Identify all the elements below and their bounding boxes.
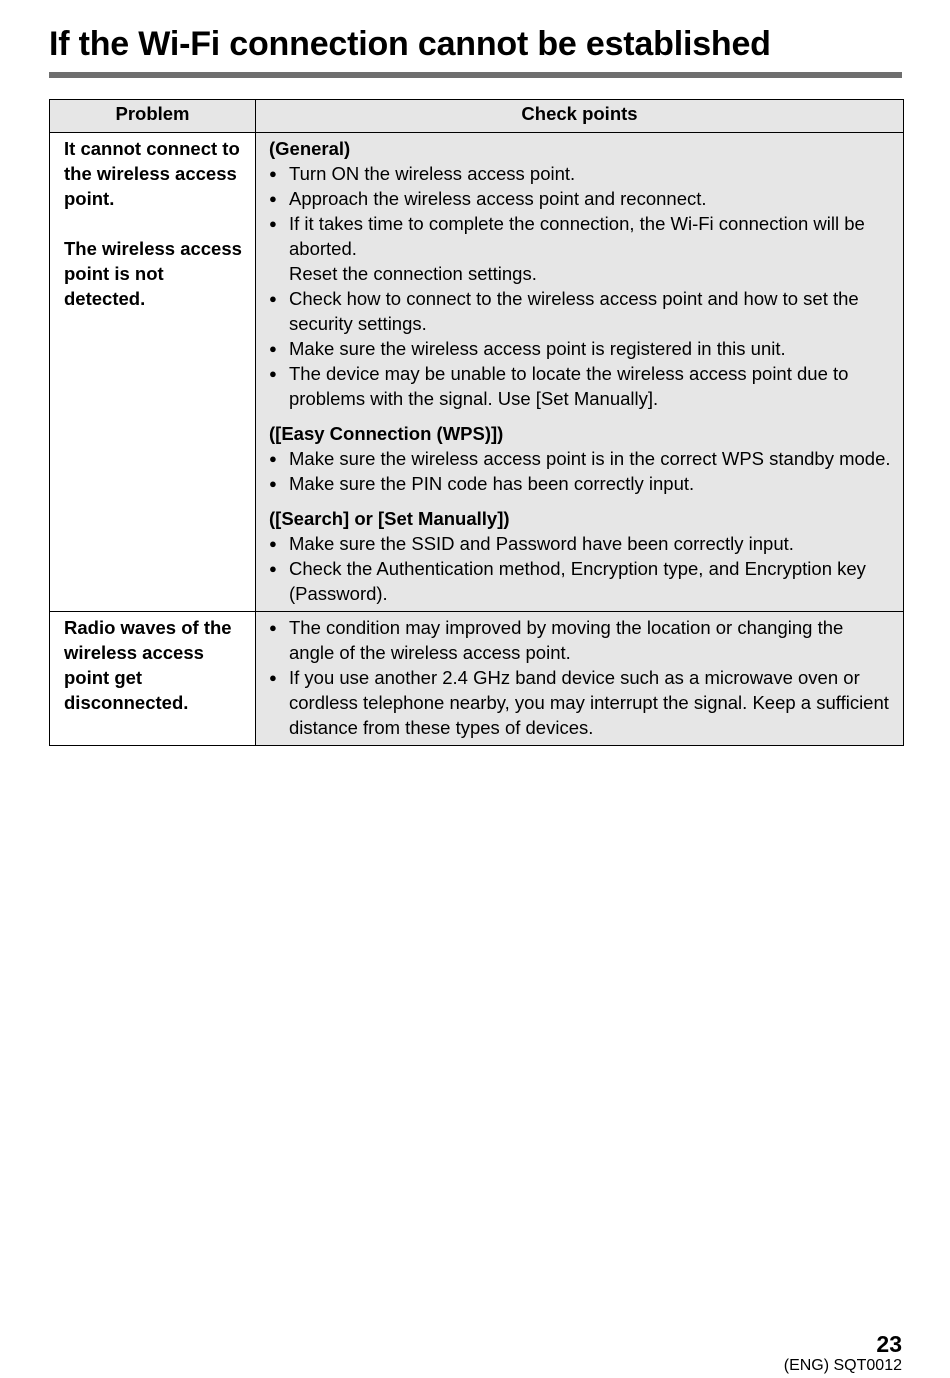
list-item	[269, 186, 893, 211]
page-title: If the Wi-Fi connection cannot be established	[49, 25, 771, 63]
list-item-text: The device may be unable to locate the wireless access point due to problems with the signal. Use [Set Manually].	[289, 363, 849, 409]
check-group-heading: (General)	[269, 138, 351, 159]
list-item-text: Check the Authentication method, Encryption type, and Encryption key (Password).	[289, 558, 866, 604]
list-item	[269, 361, 893, 411]
list-item-text: Approach the wireless access point and reconnect.	[289, 188, 707, 209]
check-group-radio	[269, 615, 893, 740]
check-group-search-manual	[269, 506, 893, 606]
check-points-cell	[256, 612, 904, 746]
list-item	[269, 211, 893, 286]
list-item-subtext: Reset the connection settings.	[289, 263, 537, 284]
check-points-cell	[256, 133, 904, 612]
list-item	[269, 531, 893, 556]
problem-cell	[50, 612, 256, 746]
troubleshooting-table	[49, 99, 904, 746]
list-item-text: Make sure the SSID and Password have been correctly input.	[289, 533, 794, 554]
bullet-list	[269, 446, 893, 496]
bullet-list	[269, 615, 893, 740]
problem-text: Radio waves of the wireless access point get disconnected.	[64, 617, 232, 713]
problem-text: The wireless access point is not detected.	[64, 238, 242, 309]
list-item	[269, 665, 893, 740]
list-item	[269, 556, 893, 606]
list-item-text: Make sure the wireless access point is in the correct WPS standby mode.	[289, 448, 891, 469]
list-item-text: Check how to connect to the wireless access point and how to set the security settings.	[289, 288, 859, 334]
list-item-text: If you use another 2.4 GHz band device such as a microwave oven or cordless telephone nearby, you may interrupt the signal. Keep a sufficient distance from these types of devices.	[289, 667, 889, 738]
check-group-heading: ([Search] or [Set Manually])	[269, 508, 510, 529]
list-item-text: Make sure the wireless access point is registered in this unit.	[289, 338, 786, 359]
list-item	[269, 161, 893, 186]
list-item	[269, 446, 893, 471]
list-item-text: Turn ON the wireless access point.	[289, 163, 576, 184]
problem-text: It cannot connect to the wireless access point.	[64, 138, 240, 209]
list-item-text: If it takes time to complete the connection, the Wi-Fi connection will be aborted.	[289, 213, 865, 259]
list-item	[269, 471, 893, 496]
check-group-wps	[269, 421, 893, 496]
title-rule	[49, 72, 902, 78]
check-group-heading: ([Easy Connection (WPS)])	[269, 423, 504, 444]
table-header-row	[50, 100, 904, 133]
bullet-list	[269, 531, 893, 606]
list-item	[269, 286, 893, 336]
bullet-list	[269, 161, 893, 411]
page-number: 23	[876, 1331, 902, 1357]
table-row	[50, 612, 904, 746]
problem-cell	[50, 133, 256, 612]
header-check-points: Check points	[256, 100, 904, 133]
check-group-general	[269, 136, 893, 411]
document-code: (ENG) SQT0012	[783, 1357, 902, 1374]
list-item	[269, 336, 893, 361]
list-item-text: Make sure the PIN code has been correctly input.	[289, 473, 695, 494]
table-row	[50, 133, 904, 612]
list-item	[269, 615, 893, 665]
list-item-text: The condition may improved by moving the location or changing the angle of the wireless access point.	[289, 617, 844, 663]
header-problem: Problem	[50, 100, 256, 133]
